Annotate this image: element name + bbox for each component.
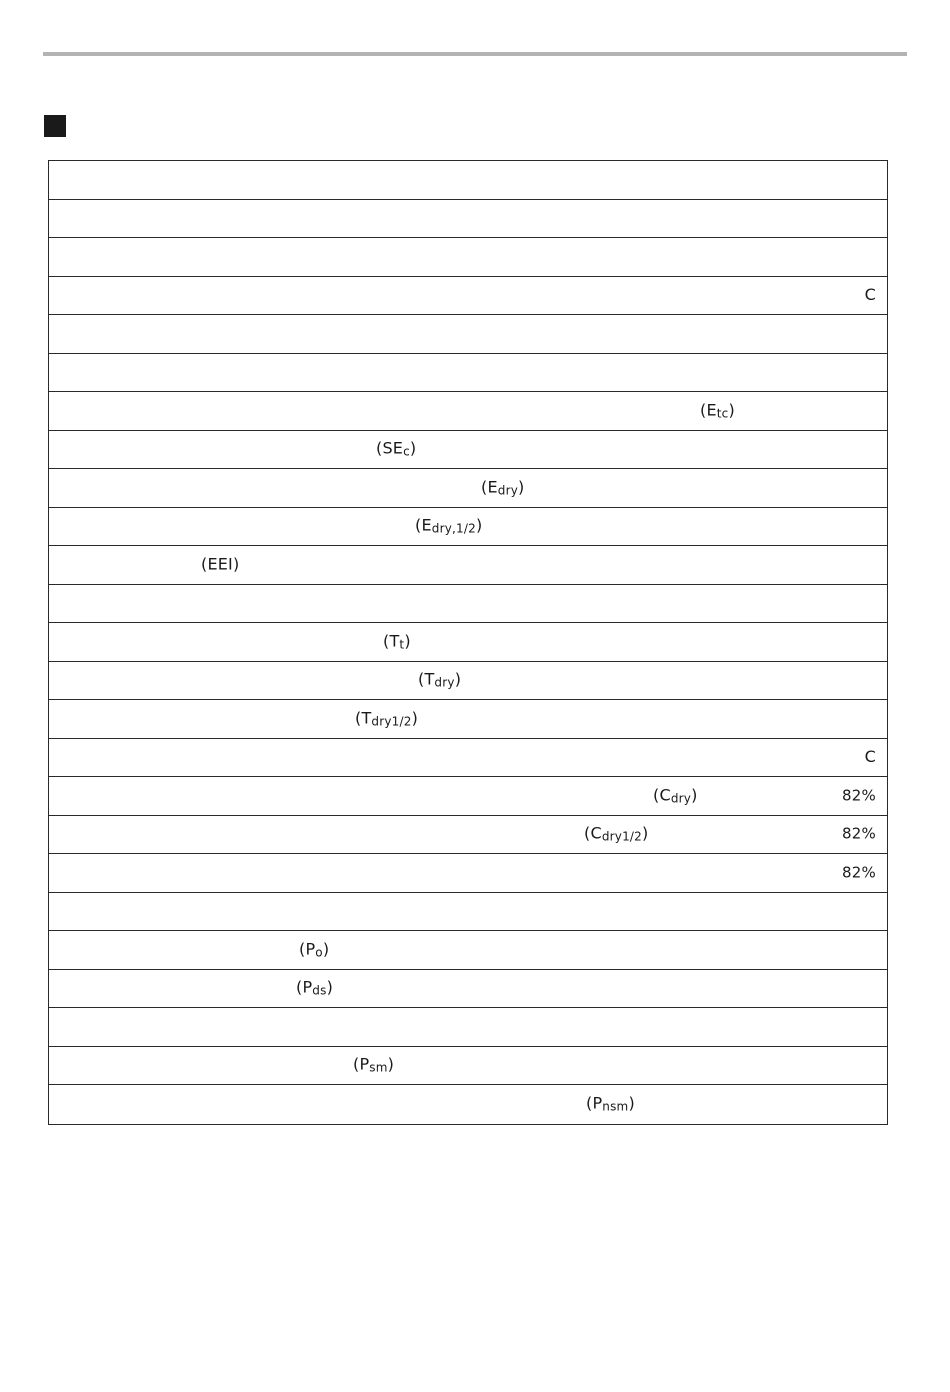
- table-row: [49, 816, 887, 855]
- value-cell: 82%: [842, 786, 876, 805]
- table-row: [49, 623, 887, 662]
- symbol-etc: (Etc): [700, 400, 735, 421]
- table-row: [49, 200, 887, 239]
- product-spec-table: [48, 160, 888, 1125]
- section-square-icon: [44, 115, 66, 137]
- table-row: [49, 315, 887, 354]
- table-row: [49, 854, 887, 893]
- table-row: [49, 508, 887, 547]
- header-rule: [43, 52, 907, 56]
- table-row: [49, 700, 887, 739]
- table-row: [49, 1047, 887, 1086]
- value-cell: 82%: [842, 824, 876, 843]
- value-cell: C: [864, 285, 876, 305]
- symbol-psm: (Psm): [353, 1054, 395, 1075]
- symbol-tt: (Tt): [383, 631, 411, 652]
- symbol-eei: (EEI): [201, 554, 240, 574]
- table-row: [49, 893, 887, 932]
- symbol-pds: (Pds): [296, 977, 334, 998]
- table-row: [49, 392, 887, 431]
- table-row: [49, 354, 887, 393]
- table-row: [49, 277, 887, 316]
- table-row: [49, 662, 887, 701]
- table-row: [49, 970, 887, 1009]
- symbol-edry: (Edry): [481, 477, 525, 498]
- table-row: [49, 161, 887, 200]
- table-row: [49, 1085, 887, 1124]
- symbol-edry-half: (Edry,1/2): [415, 515, 483, 536]
- value-cell: C: [864, 747, 876, 767]
- table-row: [49, 739, 887, 778]
- symbol-sec: (SEc): [376, 438, 417, 459]
- table-row: [49, 585, 887, 624]
- value-cell: 82%: [842, 863, 876, 882]
- symbol-pnsm: (Pnsm): [586, 1093, 635, 1114]
- table-row: [49, 931, 887, 970]
- table-row: [49, 546, 887, 585]
- symbol-po: (Po): [299, 939, 330, 960]
- table-row: [49, 431, 887, 470]
- symbol-tdry: (Tdry): [418, 669, 462, 690]
- table-row: [49, 469, 887, 508]
- table-row: [49, 238, 887, 277]
- symbol-cdry: (Cdry): [653, 785, 698, 806]
- table-row: [49, 1008, 887, 1047]
- table-row: [49, 777, 887, 816]
- symbol-tdry-half: (Tdry1/2): [355, 708, 419, 729]
- symbol-cdry-half: (Cdry1/2): [584, 823, 649, 844]
